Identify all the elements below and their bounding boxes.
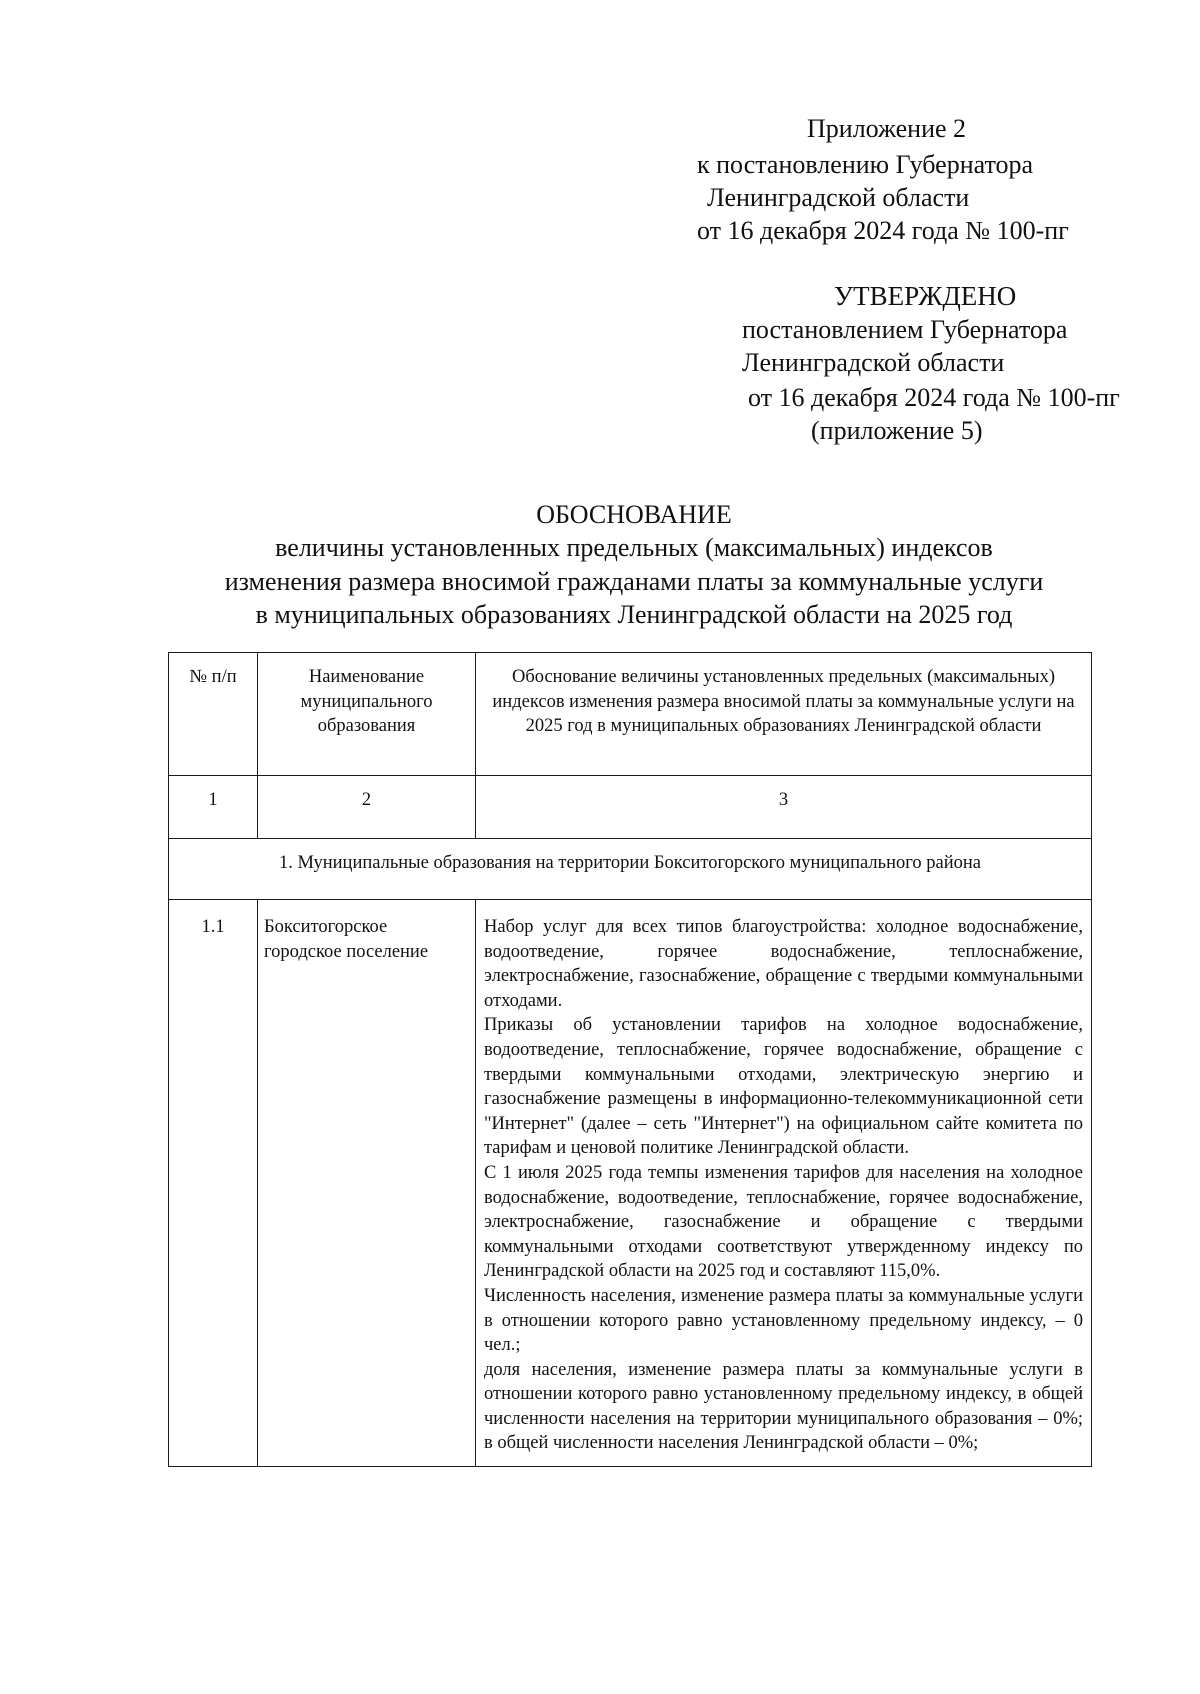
justification-paragraph: С 1 июля 2025 года темпы изменения тарифов для населения на холодное водоснабжение, водоотведение, теплоснабжение, горячее водоснабжение, электроснабжение, газоснабжение и обращение с твердыми коммунальными отходами соответствуют утвержденному индексу по Ленинградской области на 2025 год и составляют 115,0%. [484,1162,1083,1282]
justification-paragraph: Набор услуг для всех типов благоустройства: холодное водоснабжение, водоотведение, горячее водоснабжение, теплоснабжение, электроснабжение, газоснабжение, обращение с твердыми коммунальными отходами. [484,917,1083,1011]
header-num: № п/п [169,653,258,776]
column-index-3: 3 [476,776,1092,839]
header-text: Обоснование величины установленных предельных (максимальных) индексов изменения размера вносимой платы за коммунальные услуги на 2025 год в муниципальных образованиях Ленинградской области [476,653,1092,776]
approval-region: Ленинградской области [742,348,1005,377]
justification-table [168,652,1092,1467]
justification-paragraph: доля населения, изменение размера платы за коммунальные услуги в отношении которого равно установленному предельному индексу, в общей численности населения на территории муниципального образования – 0%; в общей численности населения Ленинградской области – 0%; [484,1359,1083,1454]
section-row [169,839,1092,900]
heading-line-2: изменения размера вносимой гражданами платы за коммунальные услуги [224,567,1044,596]
approval-title: УТВЕРЖДЕНО [834,281,1017,311]
appendix-region: Ленинградской области [707,183,970,212]
column-index-row [169,776,1092,839]
row-municipality-name: Бокситогорское городское поселение [258,900,476,1467]
heading-title: ОБОСНОВАНИЕ [536,500,732,529]
header-name: Наименование муниципального образования [258,653,476,776]
table-header-row [169,653,1092,776]
appendix-date: от 16 декабря 2024 года № 100-пг [697,216,1069,245]
section-title: 1. Муниципальные образования на территории Бокситогорского муниципального района [169,839,1092,900]
appendix-decree-ref: к постановлению Губернатора [697,150,1034,179]
approval-decree-ref: постановлением Губернатора [742,315,1068,344]
justification-paragraph: Численность населения, изменение размера платы за коммунальные услуги в отношении которого равно установленному предельному индексу, – 0 чел.; [484,1285,1083,1356]
row-number: 1.1 [169,900,258,1467]
column-index-1: 1 [169,776,258,839]
heading-line-1: величины установленных предельных (максимальных) индексов [275,533,993,562]
approval-date: от 16 декабря 2024 года № 100-пг [748,383,1120,412]
appendix-label: Приложение 2 [807,114,967,143]
column-index-2: 2 [258,776,476,839]
approval-appendix-note: (приложение 5) [811,416,983,445]
justification-paragraph: Приказы об установлении тарифов на холодное водоснабжение, водоотведение, теплоснабжение, горячее водоснабжение, обращение с твердыми коммунальными отходами, электрическую энергию и газоснабжение размещены в информационно-телекоммуникационной сети "Интернет" (далее – сеть "Интернет") на официальном сайте комитета по тарифам и ценовой политике Ленинградской области. [484,1015,1083,1159]
heading-line-3: в муниципальных образованиях Ленинградской области на 2025 год [255,600,1013,629]
table-row [169,900,1092,1467]
row-justification [476,900,1092,1467]
